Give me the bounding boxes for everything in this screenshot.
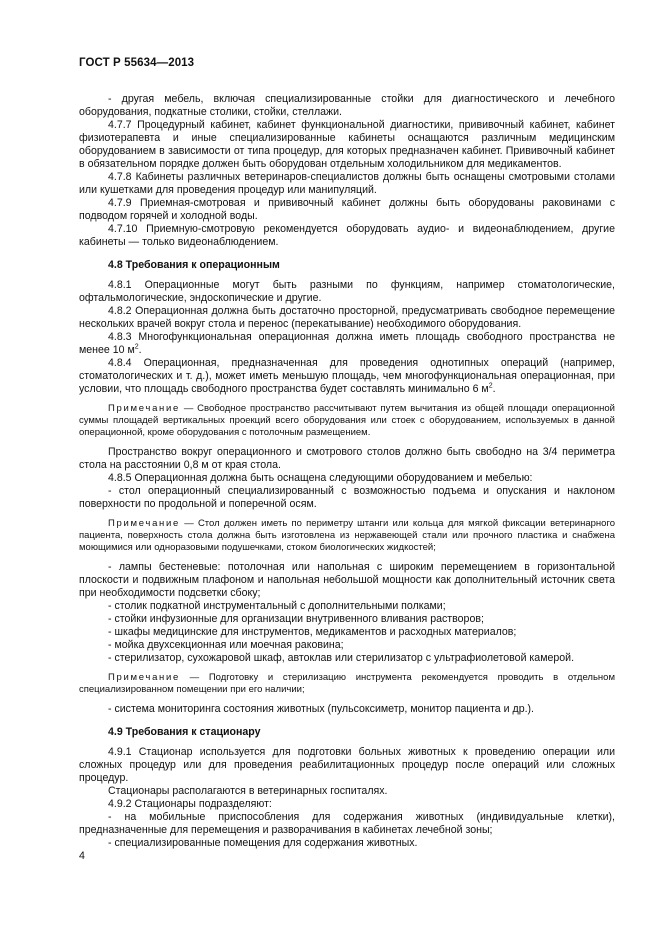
page-number: 4 bbox=[79, 850, 85, 862]
paragraph: 4.7.9 Приемная-смотровая и прививочный кабинет должны быть оборудованы раковинами с подводом горячей и холодной воды. bbox=[79, 197, 615, 222]
superscript: 2 bbox=[134, 343, 139, 351]
note-label: Примечание bbox=[108, 672, 180, 683]
note-text: — Свободное пространство рассчитывают путем вычитания из общей площади операционной суммы площадей вертикальных проекций всего оборудования или стоек с оборудованием, используемых в данной операционной, кроме оборудования с потолочным размещением. bbox=[79, 403, 615, 438]
page-body bbox=[79, 93, 615, 850]
document-header: ГОСТ Р 55634—2013 bbox=[79, 57, 195, 69]
note-text: — Подготовку и стерилизацию инструмента рекомендуется проводить в отдельном специализированном помещении при его наличии; bbox=[79, 672, 615, 695]
paragraph: 4.8.3 Многофункциональная операционная должна иметь площадь свободного пространства не менее 10 $м^2$. bbox=[79, 331, 615, 356]
paragraph: 4.9.2 Стационары подразделяют: bbox=[108, 798, 272, 810]
paragraph: Пространство вокруг операционного и смотрового столов должно быть свободно на 3/4 периметра стола на расстоянии 0,8 м от края стола. bbox=[79, 446, 615, 471]
paragraph: - другая мебель, включая специализированные стойки для диагностического и лечебного оборудования, подкатные столики, стойки, стеллажи. bbox=[79, 93, 615, 118]
list-item: - специализированные помещения для содержания животных. bbox=[108, 837, 418, 849]
list-item: - стерилизатор, сухожаровой шкаф, автоклав или стерилизатор с ультрафиолетовой камерой. bbox=[108, 652, 575, 664]
note bbox=[79, 672, 615, 696]
note-label: Примечание bbox=[108, 403, 180, 414]
list-item: - столик подкатной инструментальный с дополнительными полками; bbox=[108, 600, 446, 612]
paragraph: 4.7.8 Кабинеты различных ветеринаров-специалистов должны быть оснащены смотровыми столами или кушетками для проведения процедур или манипуляций. bbox=[79, 171, 615, 196]
section-heading-4-9: 4.9 Требования к стационару bbox=[108, 726, 261, 738]
note bbox=[79, 403, 615, 439]
list-item: - мойка двухсекционная или моечная раковина; bbox=[108, 639, 344, 651]
paragraph-text: 4.8.3 Многофункциональная операционная должна иметь площадь свободного пространства не менее 10 м bbox=[79, 331, 615, 356]
paragraph: 4.8.2 Операционная должна быть достаточно просторной, предусматривать свободное перемещение нескольких врачей вокруг стола и перенос (перекатывание) необходимого оборудования. bbox=[79, 305, 615, 330]
paragraph: 4.8.4 Операционная, предназначенная для проведения однотипных операций (например, стоматологических и т. д.), может иметь меньшую площадь, чем многофункциональная операционная, при условии, что площадь свободного пространства будет составлять минимально 6 $м^2$. bbox=[79, 357, 615, 395]
paragraph: 4.7.10 Приемную-смотровую рекомендуется оборудовать аудио- и видеонаблюдением, другие кабинеты — только видеонаблюдением. bbox=[79, 223, 615, 248]
paragraph: 4.8.5 Операционная должна быть оснащена следующими оборудованием и мебелью: bbox=[108, 472, 533, 484]
note-text: — Стол должен иметь по периметру штанги или кольца для мягкой фиксации ветеринарного пациента, поверхность стола должна быть изготовлена из нержавеющей стали или прочного пластика и снабжена моющимися или одноразовыми подушечками, стоком биологических жидкостей; bbox=[79, 518, 615, 553]
list-item: - лампы бестеневые: потолочная или напольная с широким перемещением в горизонтальной плоскости и подвижным плафоном и напольная небольшой мощности как дополнительный источник света при необходимости подсветки сбоку; bbox=[79, 561, 615, 599]
list-item: - стойки инфузионные для организации внутривенного вливания растворов; bbox=[108, 613, 484, 625]
paragraph: 4.7.7 Процедурный кабинет, кабинет функциональной диагностики, прививочный кабинет, кабинет физиотерапевта и иные специализированные кабинеты оснащаются различным медицинским оборудованием в зависимости от типа процедур, для которых предназначен кабинет. Прививочный кабинет в обязательном порядке должен быть оборудован отдельным холодильником для медикаментов. bbox=[79, 119, 615, 170]
list-item: - шкафы медицинские для инструментов, медикаментов и расходных материалов; bbox=[108, 626, 517, 638]
paragraph-text: 4.8.4 Операционная, предназначенная для проведения однотипных операций (например, стоматологических и т. д.), может иметь меньшую площадь, чем многофункциональная операционная, при условии, что площадь свободного пространства будет составлять минимально 6 м bbox=[79, 357, 615, 395]
section-heading-4-8: 4.8 Требования к операционным bbox=[108, 259, 280, 271]
note bbox=[79, 518, 615, 554]
list-item: - система мониторинга состояния животных (пульсоксиметр, монитор пациента и др.). bbox=[108, 703, 534, 715]
list-item: - на мобильные приспособления для содержания животных (индивидуальные клетки), предназначенные для перемещения и разворачивания в кабинетах лечебной зоны; bbox=[79, 811, 615, 836]
note-label: Примечание bbox=[108, 518, 180, 529]
superscript: 2 bbox=[488, 382, 493, 390]
paragraph: 4.9.1 Стационар используется для подготовки больных животных к проведению операции или сложных процедур или для проведения реабилитационных процедур после операций или сложных процедур. bbox=[79, 746, 615, 784]
list-item: - стол операционный специализированный с возможностью подъема и опускания и наклоном поверхности по продольной и поперечной осям. bbox=[79, 485, 615, 510]
paragraph: 4.8.1 Операционные могут быть разными по функциям, например стоматологические, офтальмологические, эндоскопические и другие. bbox=[79, 279, 615, 304]
paragraph: Стационары располагаются в ветеринарных госпиталях. bbox=[108, 785, 388, 797]
